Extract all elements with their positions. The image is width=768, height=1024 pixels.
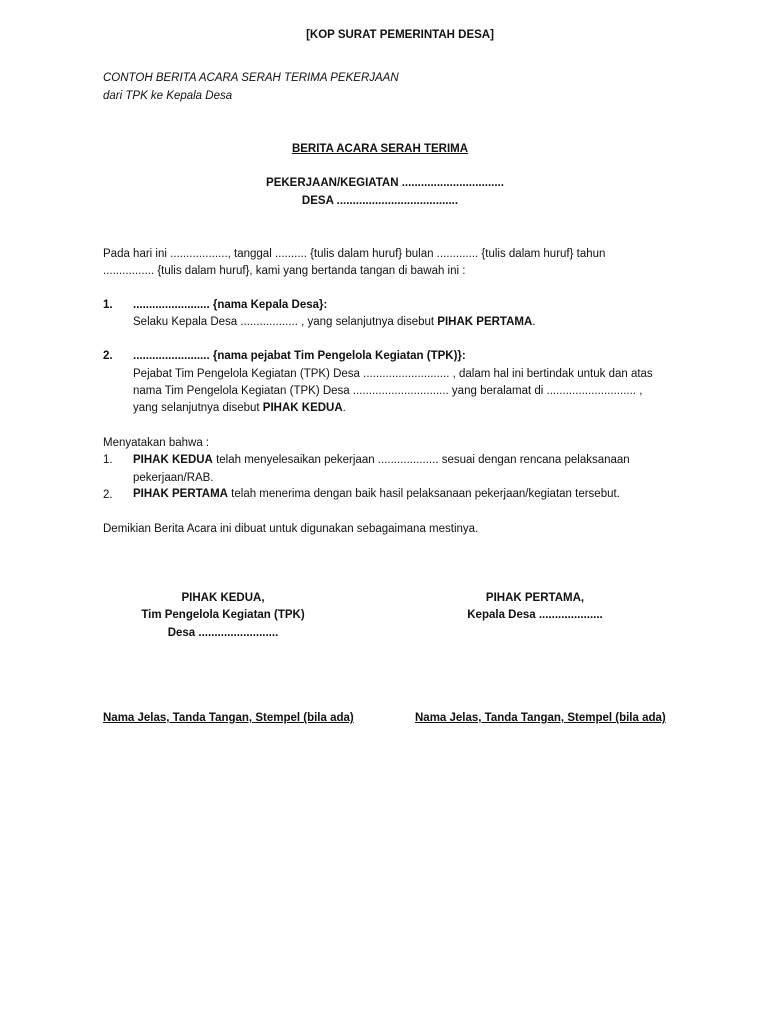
letterhead-placeholder xyxy=(0,29,768,41)
statement2-number: 2. xyxy=(103,489,113,501)
party1-desc-suffix: . xyxy=(532,316,536,328)
party2-line-3 xyxy=(133,402,346,414)
party2-line3-bold: PIHAK KEDUA xyxy=(262,402,343,414)
party1-heading-label: {nama Kepala Desa}: xyxy=(212,299,328,311)
kop-text: [KOP SURAT PEMERINTAH DESA] xyxy=(306,29,494,41)
left-signatory-org: Tim Pengelola Kegiatan (TPK) xyxy=(141,609,305,621)
left-signatory-desa: Desa ......................... xyxy=(167,627,279,639)
statement1-text xyxy=(133,454,630,466)
closing-statement: Demikian Berita Acara ini dibuat untuk digunakan sebagaimana mestinya. xyxy=(103,523,479,535)
party2-heading-dots: ........................ xyxy=(133,350,213,362)
statements-heading: Menyatakan bahwa : xyxy=(103,437,210,449)
party2-line3-suffix: . xyxy=(342,402,346,414)
party2-line-2: nama Tim Pengelola Kegiatan (TPK) Desa .............................. yang beralamat di ............................ , xyxy=(133,385,643,397)
party2-heading xyxy=(133,350,466,362)
statement2-bold: PIHAK PERTAMA xyxy=(133,488,228,500)
example-subtitle: dari TPK ke Kepala Desa xyxy=(103,90,233,102)
party1-description xyxy=(133,316,535,328)
party1-heading xyxy=(133,299,327,311)
statement2-text xyxy=(133,488,620,500)
party1-desc-bold: PIHAK PERTAMA xyxy=(437,316,533,328)
party2-heading-label: {nama pejabat Tim Pengelola Kegiatan (TPK)}: xyxy=(212,350,466,362)
statement1-number: 1. xyxy=(103,454,113,466)
intro-line-1: Pada hari ini .................., tanggal .......... {tulis dalam huruf} bulan ............. {tulis dalam huruf} tahun xyxy=(103,248,606,260)
party2-line-1: Pejabat Tim Pengelola Kegiatan (TPK) Desa ........................... , dalam hal ini bertindak untuk dan atas xyxy=(133,368,653,380)
left-signatory-title: PIHAK KEDUA, xyxy=(181,592,265,604)
party2-line3-prefix: yang selanjutnya disebut xyxy=(133,402,263,414)
party1-number: 1. xyxy=(103,299,113,311)
pekerjaan-line: PEKERJAAN/KEGIATAN ................................ xyxy=(266,177,504,189)
statement2-body: telah menerima dengan baik hasil pelaksanaan pekerjaan/kegiatan tersebut. xyxy=(227,488,620,500)
party1-desc-prefix: Selaku Kepala Desa .................. , yang selanjutnya disebut xyxy=(133,316,438,328)
statement1-bold: PIHAK KEDUA xyxy=(133,454,213,466)
statement1-continuation: pekerjaan/RAB. xyxy=(133,472,214,484)
example-title: CONTOH BERITA ACARA SERAH TERIMA PEKERJAAN xyxy=(103,72,399,84)
desa-line: DESA ...................................... xyxy=(301,195,459,207)
left-name-signature-line: Nama Jelas, Tanda Tangan, Stempel (bila ada) xyxy=(103,712,354,724)
document-title: BERITA ACARA SERAH TERIMA xyxy=(291,143,469,155)
right-name-signature-line: Nama Jelas, Tanda Tangan, Stempel (bila ada) xyxy=(415,712,666,724)
party2-number: 2. xyxy=(103,350,113,362)
right-signatory-role: Kepala Desa .................... xyxy=(467,609,603,621)
intro-line-2: ................ {tulis dalam huruf}, kami yang bertanda tangan di bawah ini : xyxy=(103,265,466,277)
right-signatory-title: PIHAK PERTAMA, xyxy=(485,592,585,604)
party1-heading-dots: ........................ xyxy=(133,299,213,311)
statement1-body: telah menyelesaikan pekerjaan ................... sesuai dengan rencana pelaksanaan xyxy=(212,454,630,466)
